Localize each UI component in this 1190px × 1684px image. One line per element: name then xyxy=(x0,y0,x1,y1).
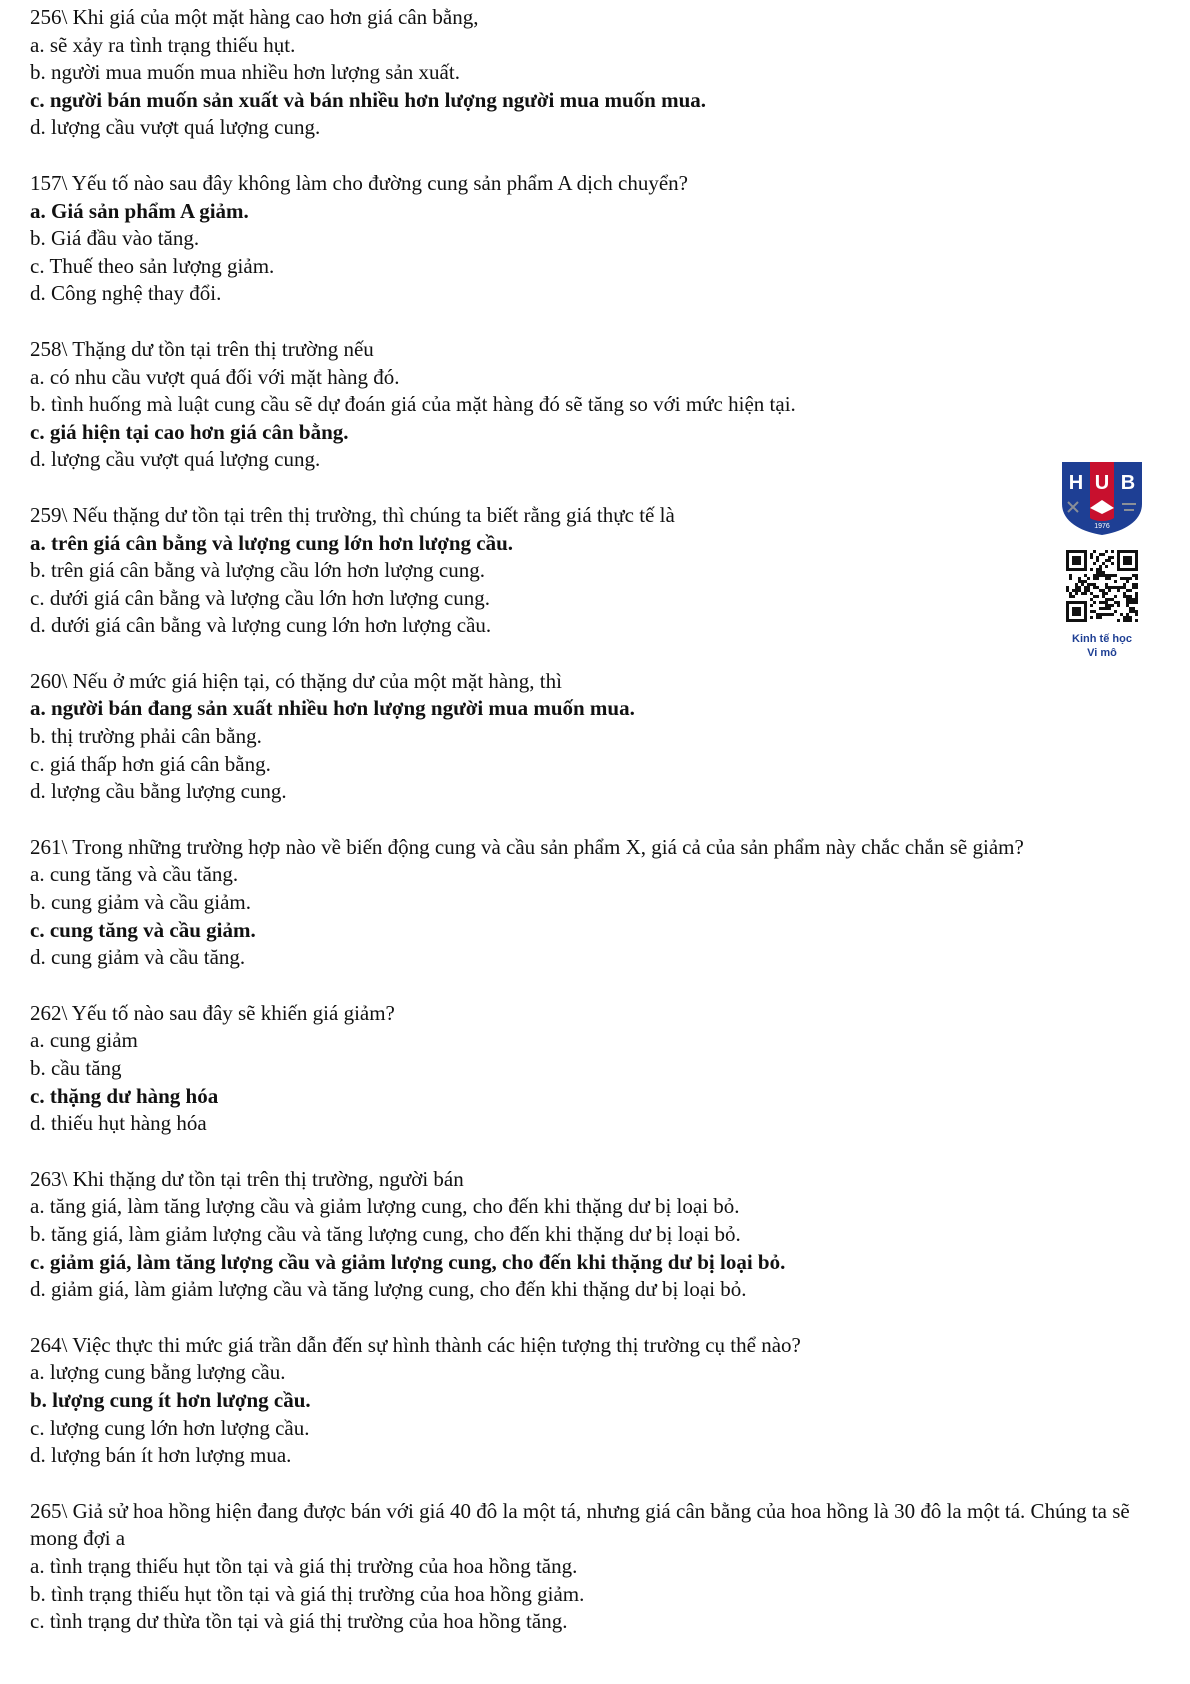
svg-text:U: U xyxy=(1094,472,1110,494)
question-stem: 157\ Yếu tố nào sau đây không làm cho đường cung sản phẩm A dịch chuyển? xyxy=(30,170,688,195)
svg-text:1976: 1976 xyxy=(1094,523,1110,530)
qr-code xyxy=(1066,550,1138,622)
answer-option: c. Thuế theo sản lượng giảm. xyxy=(30,253,275,278)
answer-option-correct: c. giảm giá, làm tăng lượng cầu và giảm lượng cung, cho đến khi thặng dư bị loại bỏ. xyxy=(30,1249,786,1274)
answer-option-correct: a. trên giá cân bằng và lượng cung lớn hơn lượng cầu. xyxy=(30,530,514,555)
answer-option-correct: c. người bán muốn sản xuất và bán nhiều hơn lượng người mua muốn mua. xyxy=(30,87,707,112)
question-block xyxy=(30,834,1150,972)
answer-option: b. tình trạng thiếu hụt tồn tại và giá thị trường của hoa hồng giảm. xyxy=(30,1581,585,1606)
answer-option: d. Công nghệ thay đổi. xyxy=(30,281,222,306)
question-stem: 256\ Khi giá của một mặt hàng cao hơn giá cân bằng, xyxy=(30,5,479,29)
course-caption-line1: Kinh tế học xyxy=(1072,633,1132,645)
question-stem: 263\ Khi thặng dư tồn tại trên thị trường, người bán xyxy=(30,1166,464,1191)
answer-option: d. cung giảm và cầu tăng. xyxy=(30,945,246,970)
answer-option-correct: a. Giá sản phẩm A giảm. xyxy=(30,198,249,223)
question-block xyxy=(30,668,1150,806)
question-stem: 258\ Thặng dư tồn tại trên thị trường nếu xyxy=(30,336,374,361)
answer-option: b. người mua muốn mua nhiều hơn lượng sản xuất. xyxy=(30,60,460,85)
answer-option: d. lượng cầu bằng lượng cung. xyxy=(30,779,287,804)
course-caption-line2: Vi mô xyxy=(1087,647,1117,659)
answer-option: b. cầu tăng xyxy=(30,1056,122,1080)
answer-option: d. lượng cầu vượt quá lượng cung. xyxy=(30,115,321,140)
answer-option: a. tăng giá, làm tăng lượng cầu và giảm lượng cung, cho đến khi thặng dư bị loại bỏ. xyxy=(30,1194,740,1219)
answer-option: c. giá thấp hơn giá cân bằng. xyxy=(30,751,271,776)
answer-option: a. lượng cung bằng lượng cầu. xyxy=(30,1360,286,1385)
question-block xyxy=(30,336,1150,474)
answer-option: b. trên giá cân bằng và lượng cầu lớn hơn lượng cung. xyxy=(30,558,485,583)
answer-option-correct: a. người bán đang sản xuất nhiều hơn lượng người mua muốn mua. xyxy=(30,696,635,721)
question-block xyxy=(30,1498,1150,1636)
answer-option: d. dưới giá cân bằng và lượng cung lớn hơn lượng cầu. xyxy=(30,613,492,638)
answer-option: d. lượng cầu vượt quá lượng cung. xyxy=(30,447,321,472)
answer-option: d. lượng bán ít hơn lượng mua. xyxy=(30,1443,292,1468)
answer-option: d. thiếu hụt hàng hóa xyxy=(30,1111,207,1136)
answer-option: a. cung tăng và cầu tăng. xyxy=(30,862,239,887)
course-badge xyxy=(1060,460,1144,660)
answer-option: b. tăng giá, làm giảm lượng cầu và tăng lượng cung, cho đến khi thặng dư bị loại bỏ. xyxy=(30,1221,741,1246)
svg-text:B: B xyxy=(1120,472,1136,494)
answer-option: a. có nhu cầu vượt quá đối với mặt hàng đó. xyxy=(30,364,400,389)
answer-option: a. cung giảm xyxy=(30,1028,138,1053)
answer-option: b. Giá đầu vào tăng. xyxy=(30,226,200,251)
answer-option-correct: c. thặng dư hàng hóa xyxy=(30,1083,219,1108)
question-block xyxy=(30,1166,1150,1304)
answer-option: a. tình trạng thiếu hụt tồn tại và giá thị trường của hoa hồng tăng. xyxy=(30,1553,578,1578)
answer-option: b. tình huống mà luật cung cầu sẽ dự đoán giá của mặt hàng đó sẽ tăng so với mức hiện tại. xyxy=(30,392,796,417)
question-stem: 260\ Nếu ở mức giá hiện tại, có thặng dư của một mặt hàng, thì xyxy=(30,668,562,693)
question-block xyxy=(30,1000,1150,1138)
question-block xyxy=(30,4,1150,142)
answer-option: b. cung giảm và cầu giảm. xyxy=(30,890,252,915)
question-stem: 261\ Trong những trường hợp nào về biến động cung và cầu sản phẩm X, giá cả của sản phẩm này chắc chắn sẽ giảm? xyxy=(30,834,1024,859)
question-stem: 259\ Nếu thặng dư tồn tại trên thị trường, thì chúng ta biết rằng giá thực tế là xyxy=(30,502,675,527)
question-stem: 265\ Giả sử hoa hồng hiện đang được bán với giá 40 đô la một tá, nhưng giá cân bằng của hoa hồng là 30 đô la một tá. Chúng ta sẽ mong đợi a xyxy=(30,1498,1130,1551)
question-block xyxy=(30,170,1150,308)
svg-text:H: H xyxy=(1068,472,1084,494)
question-list xyxy=(30,4,1150,1664)
question-block xyxy=(30,502,1150,640)
answer-option: c. tình trạng dư thừa tồn tại và giá thị trường của hoa hồng tăng. xyxy=(30,1609,568,1634)
answer-option: d. giảm giá, làm giảm lượng cầu và tăng lượng cung, cho đến khi thặng dư bị loại bỏ. xyxy=(30,1277,747,1302)
answer-option-correct: c. cung tăng và cầu giảm. xyxy=(30,917,256,942)
answer-option: b. thị trường phải cân bằng. xyxy=(30,724,262,749)
answer-option: c. lượng cung lớn hơn lượng cầu. xyxy=(30,1415,310,1440)
question-block xyxy=(30,1332,1150,1470)
answer-option: c. dưới giá cân bằng và lượng cầu lớn hơn lượng cung. xyxy=(30,585,490,610)
question-stem: 262\ Yếu tố nào sau đây sẽ khiến giá giảm? xyxy=(30,1000,395,1025)
hub-logo xyxy=(1060,460,1144,536)
question-stem: 264\ Việc thực thi mức giá trần dẫn đến sự hình thành các hiện tượng thị trường cụ thể nào? xyxy=(30,1332,801,1357)
answer-option: a. sẽ xảy ra tình trạng thiếu hụt. xyxy=(30,32,296,57)
answer-option-correct: b. lượng cung ít hơn lượng cầu. xyxy=(30,1387,311,1412)
answer-option-correct: c. giá hiện tại cao hơn giá cân bằng. xyxy=(30,419,349,444)
